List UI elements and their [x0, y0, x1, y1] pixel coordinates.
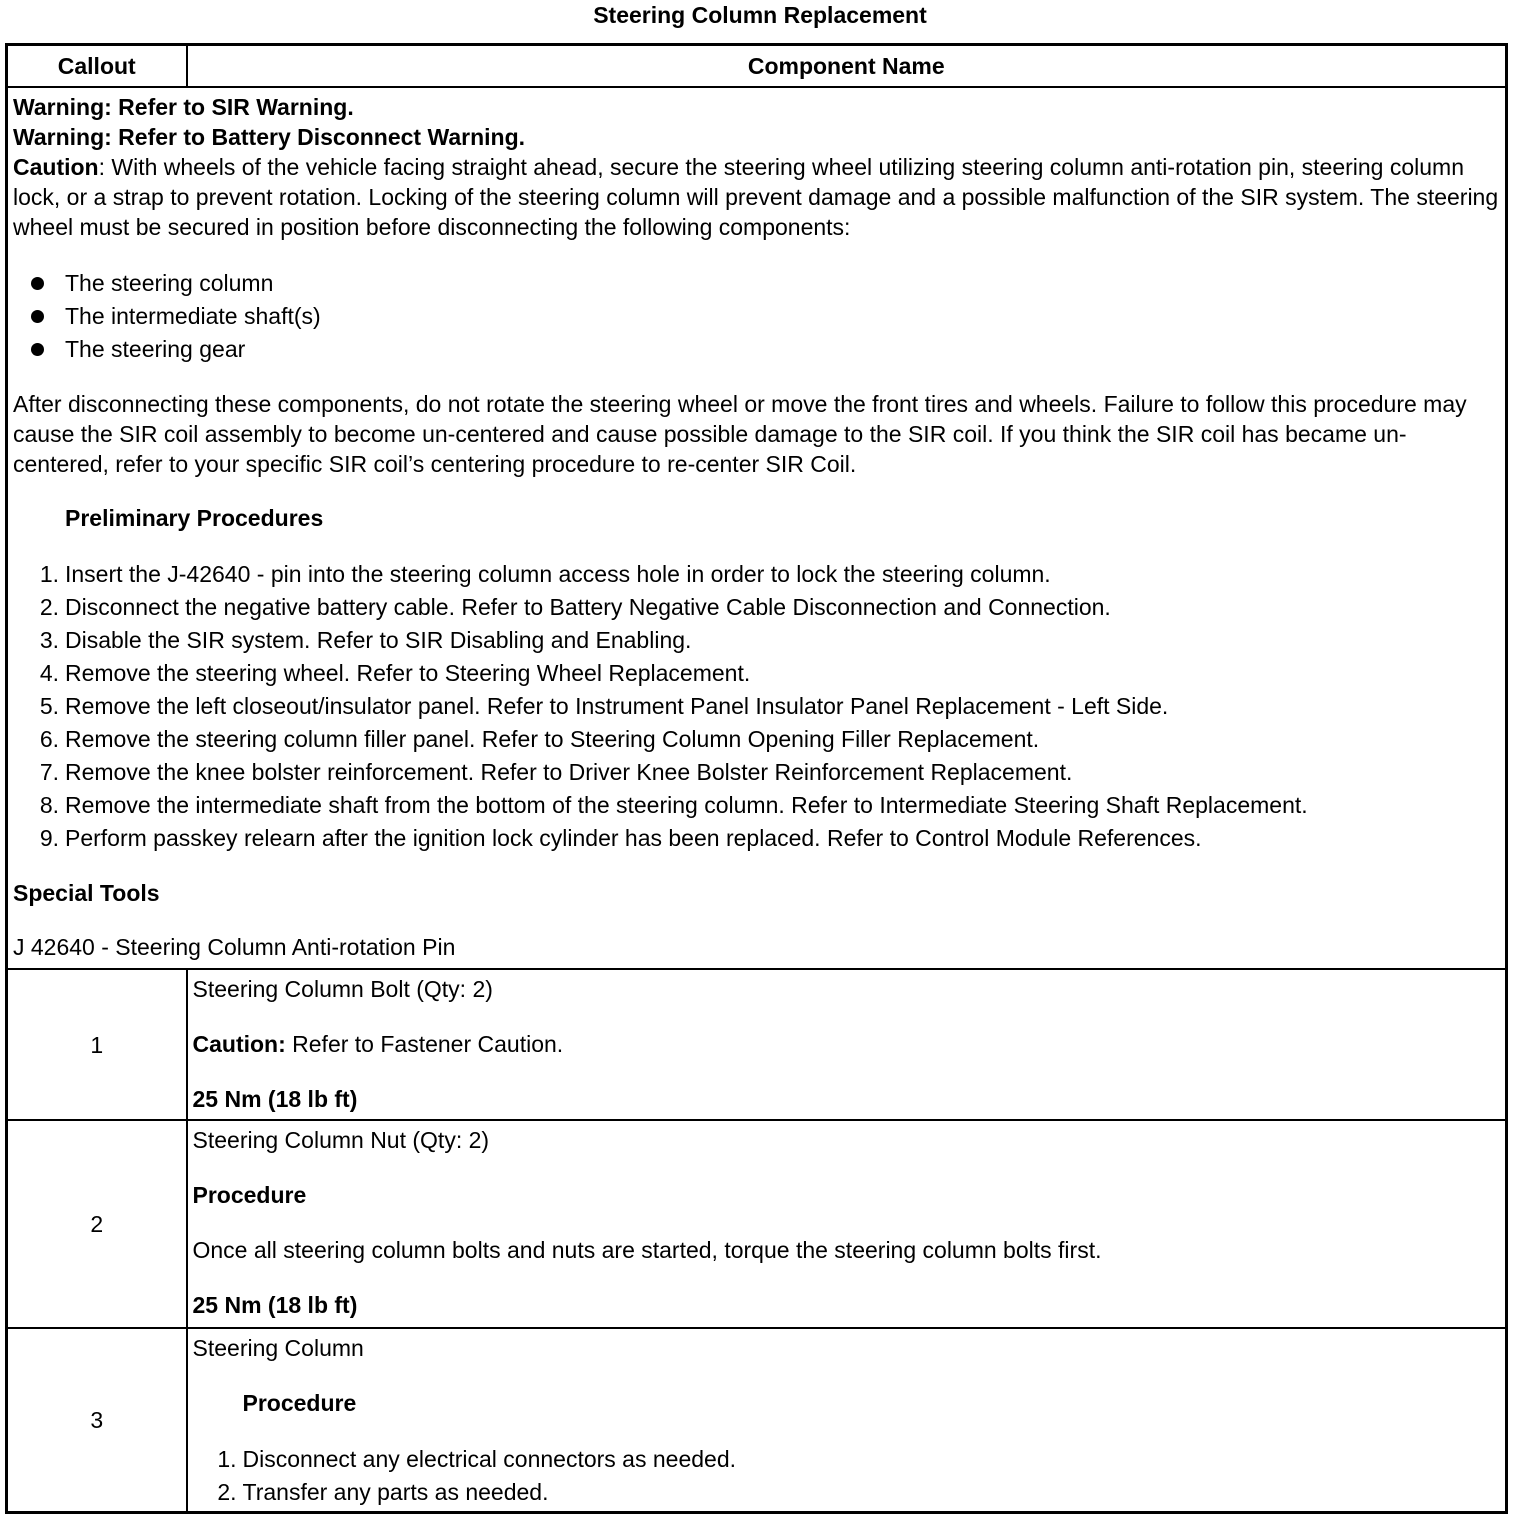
list-item: 9. Perform passkey relearn after the ignition lock cylinder has been replaced. Refer to Control Module References.: [39, 825, 1202, 851]
list-item: 7. Remove the knee bolster reinforcement. Refer to Driver Knee Bolster Reinforcement Replacement.: [39, 759, 1073, 785]
procedure-steps-list: [193, 1443, 1502, 1509]
table-header-row: [7, 45, 1507, 88]
caution-paragraph: [13, 152, 1501, 242]
header-callout: Callout: [7, 45, 187, 88]
procedure-heading: Procedure: [192, 1182, 307, 1208]
component-name: Steering Column Bolt (Qty: 2): [192, 976, 493, 1002]
table-row: [7, 969, 1507, 1120]
torque-spec: 25 Nm (18 lb ft): [192, 1292, 358, 1318]
component-bullet-list: [13, 267, 1501, 366]
intro-cell: [7, 87, 1507, 969]
component-cell: [187, 1120, 1507, 1328]
fastener-caution: Caution: Refer to Fastener Caution.: [192, 1031, 564, 1057]
special-tools-heading: Special Tools: [13, 880, 160, 906]
list-item: 1. Insert the J-42640 - pin into the steering column access hole in order to lock the steering column.: [39, 561, 1051, 587]
list-item: 8. Remove the intermediate shaft from the bottom of the steering column. Refer to Intermediate Steering Shaft Replacement.: [39, 792, 1308, 818]
after-disconnect-paragraph: After disconnecting these components, do not rotate the steering wheel or move the front tires and wheels. Failure to follow this procedure may cause the SIR coil assembly to become un-centered and cause possible damage to the SIR coil. If you think the SIR coil has became un-centered, refer to your specific SIR coil’s centering procedure to re-center SIR Coil.: [13, 391, 1467, 477]
callout-number: 1: [7, 969, 187, 1120]
procedure-heading: Procedure: [242, 1390, 357, 1416]
table-row: [7, 1328, 1507, 1513]
page-title: Steering Column Replacement: [593, 2, 927, 28]
list-item: 2. Transfer any parts as needed.: [217, 1479, 549, 1505]
torque-spec: 25 Nm (18 lb ft): [192, 1086, 358, 1112]
list-item: 5. Remove the left closeout/insulator panel. Refer to Instrument Panel Insulator Panel Replacement - Left Side.: [39, 693, 1169, 719]
list-item: 4. Remove the steering wheel. Refer to Steering Wheel Replacement.: [39, 660, 751, 686]
list-item: The steering gear: [13, 333, 1501, 366]
list-item: 1. Disconnect any electrical connectors as needed.: [217, 1446, 737, 1472]
preliminary-procedures-heading: Preliminary Procedures: [65, 505, 324, 531]
caution-label: Caution: [13, 154, 99, 180]
sir-warning: Warning: Refer to SIR Warning.: [13, 94, 354, 120]
list-item: 3. Disable the SIR system. Refer to SIR Disabling and Enabling.: [39, 627, 692, 653]
list-item: 6. Remove the steering column filler panel. Refer to Steering Column Opening Filler Replacement.: [39, 726, 1040, 752]
list-item: The steering column: [13, 267, 1501, 300]
caution-text: : With wheels of the vehicle facing straight ahead, secure the steering wheel utilizing steering column anti-rotation pin, steering column lock, or a strap to prevent rotation. Locking of the steering column will prevent damage and a possible malfunction of the SIR system. The steering wheel must be secured in position before disconnecting the following components:: [13, 154, 1499, 240]
table-row: [7, 1120, 1507, 1328]
special-tool-item: J 42640 - Steering Column Anti-rotation Pin: [13, 934, 456, 960]
component-name: Steering Column: [192, 1335, 364, 1361]
intro-row: [7, 87, 1507, 969]
battery-warning: Warning: Refer to Battery Disconnect Warning.: [13, 124, 526, 150]
list-item: The intermediate shaft(s): [13, 300, 1501, 333]
component-cell: [187, 969, 1507, 1120]
component-cell: [187, 1328, 1507, 1513]
list-item: 2. Disconnect the negative battery cable. Refer to Battery Negative Cable Disconnection and Connection.: [39, 594, 1111, 620]
header-component-name: Component Name: [187, 45, 1507, 88]
component-table: [5, 43, 1508, 1514]
callout-number: 3: [7, 1328, 187, 1513]
callout-number: 2: [7, 1120, 187, 1328]
preliminary-steps-list: [13, 558, 1501, 855]
procedure-text: Once all steering column bolts and nuts are started, torque the steering column bolts first.: [192, 1237, 1102, 1263]
component-name: Steering Column Nut (Qty: 2): [192, 1127, 490, 1153]
